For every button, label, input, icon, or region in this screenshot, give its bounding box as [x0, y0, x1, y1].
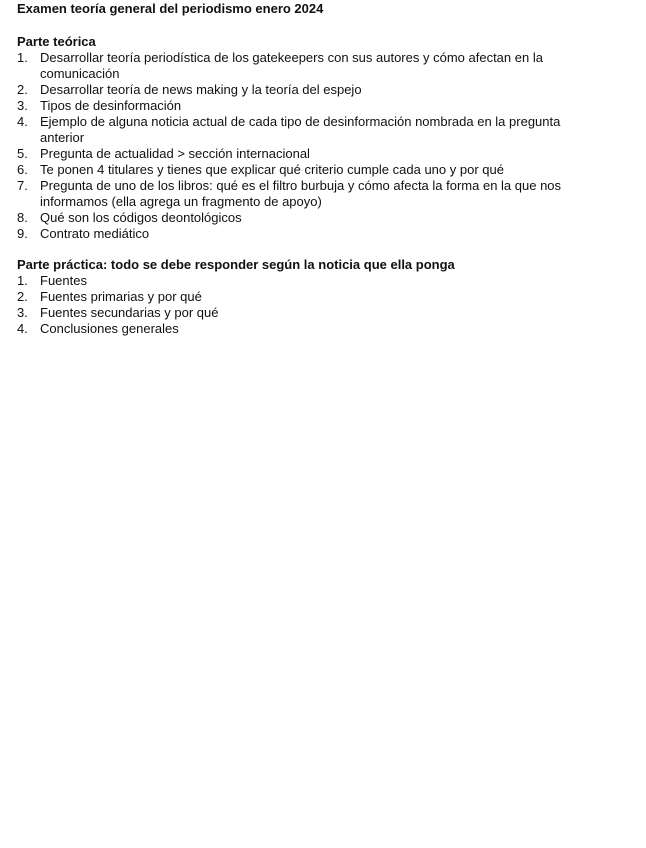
item-text: Fuentes [40, 273, 87, 288]
item-text: Tipos de desinformación [40, 98, 182, 113]
list-item [17, 178, 636, 210]
list-item [17, 210, 636, 226]
list-item [17, 305, 636, 321]
list-item [17, 273, 636, 289]
document-title: Examen teoría general del periodismo enero 2024 [17, 1, 324, 16]
item-number: 3. [17, 98, 28, 113]
item-number: 4. [17, 321, 28, 336]
item-number: 7. [17, 178, 28, 193]
item-text: Conclusiones generales [40, 321, 179, 336]
practice-question-list [17, 273, 636, 337]
item-text: Te ponen 4 titulares y tienes que explicar qué criterio cumple cada uno y por qué [40, 162, 504, 177]
item-text: Contrato mediático [40, 226, 150, 241]
list-item [17, 289, 636, 305]
item-text: Desarrollar teoría periodística de los gatekeepers con sus autores y cómo afectan en la comunicación [40, 50, 543, 81]
item-number: 2. [17, 289, 28, 304]
item-text: Fuentes primarias y por qué [40, 289, 202, 304]
item-text: Fuentes secundarias y por qué [40, 305, 219, 320]
item-text: Desarrollar teoría de news making y la teoría del espejo [40, 82, 362, 97]
list-item [17, 50, 636, 82]
item-number: 2. [17, 82, 28, 97]
list-item [17, 114, 636, 146]
item-number: 6. [17, 162, 28, 177]
item-text: Ejemplo de alguna noticia actual de cada tipo de desinformación nombrada en la pregunta anterior [40, 114, 561, 145]
theory-question-list [17, 50, 636, 242]
item-text: Pregunta de uno de los libros: qué es el filtro burbuja y cómo afecta la forma en la que nos informamos (ella agrega un fragmento de apoyo) [40, 178, 562, 209]
item-number: 1. [17, 273, 28, 288]
list-item [17, 321, 636, 337]
list-item [17, 162, 636, 178]
item-number: 3. [17, 305, 28, 320]
list-item [17, 226, 636, 242]
item-number: 4. [17, 114, 28, 129]
item-number: 8. [17, 210, 28, 225]
theory-section-heading: Parte teórica [17, 34, 96, 49]
practice-section-heading: Parte práctica: todo se debe responder según la noticia que ella ponga [17, 257, 455, 272]
list-item [17, 82, 636, 98]
item-number: 5. [17, 146, 28, 161]
list-item [17, 146, 636, 162]
list-item [17, 98, 636, 114]
item-number: 1. [17, 50, 28, 65]
item-text: Pregunta de actualidad > sección internacional [40, 146, 310, 161]
item-number: 9. [17, 226, 28, 241]
item-text: Qué son los códigos deontológicos [40, 210, 242, 225]
